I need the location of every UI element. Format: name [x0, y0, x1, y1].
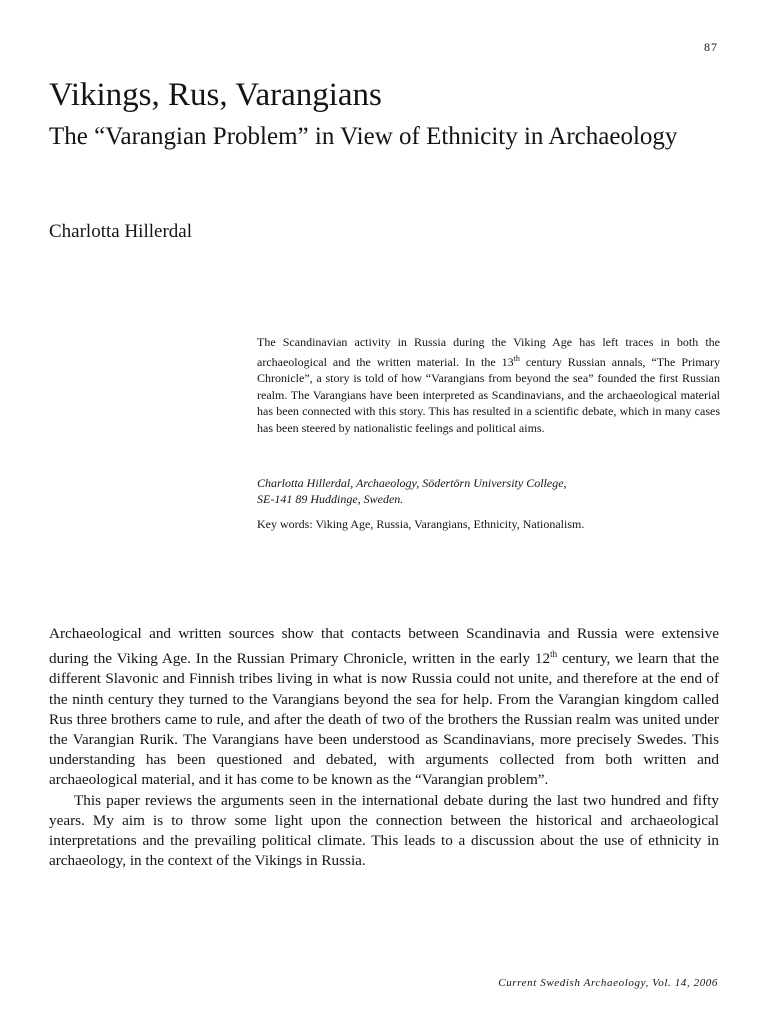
article-title: Vikings, Rus, Varangians — [49, 77, 382, 113]
abstract-text — [257, 334, 720, 437]
body-paragraph-1 — [49, 624, 719, 791]
body-paragraph-1-superscript: th — [550, 649, 558, 660]
affiliation-line-2: SE-141 89 Huddinge, Sweden. — [257, 492, 404, 507]
body-paragraph-2: This paper reviews the arguments seen in the international debate during the last two hundred and fifty years. My aim is to throw some light upon the connection between the historical and archaeological interpretations and the prevailing political climate. This leads to a discussion about the use of ethnicity in archaeology, in the context of the Vikings in Russia. — [49, 791, 719, 870]
body-text — [49, 624, 719, 872]
article-subtitle: The “Varangian Problem” in View of Ethnicity in Archaeology — [49, 123, 678, 150]
abstract-text-part2: century Russian annals, “The Primary Chronicle”, a story is told of how “Varangians from beyond the sea” founded the first Russian realm. The Varangians have been interpreted as Scandinavians, and the archaeological material has been connected with this story. This has resulted in a scientific debate, which in many cases has been steered by nationalistic feelings and political aims. — [257, 354, 720, 435]
abstract-text-part1: The Scandinavian activity in Russia during the Viking Age has left traces in both the archaeological and the written material. In the 13 — [257, 335, 720, 369]
journal-footer: Current Swedish Archaeology, Vol. 14, 2006 — [498, 977, 718, 989]
body-paragraph-1-part1: Archaeological and written sources show that contacts between Scandinavia and Russia were extensive during the Viking Age. In the Russian Primary Chronicle, written in the early 12 — [49, 625, 719, 668]
body-paragraph-1-part2: century, we learn that the different Slavonic and Finnish tribes living in what is now Russia could not unite, and therefore at the end of the ninth century they turned to the Varangians beyond the sea for help. From the Varangian kingdom called Rus three brothers came to rule, and after the death of two of the brothers the Russian realm was united under the Varangian Rurik. The Varangians have been understood as Scandinavians, more precisely Swedes. This understanding has been questioned and debated, with arguments collected from both written and archaeological material, and it has come to be known as the “Varangian problem”. — [49, 650, 719, 789]
abstract-superscript: th — [513, 353, 520, 363]
keywords: Key words: Viking Age, Russia, Varangians, Ethnicity, Nationalism. — [257, 517, 585, 531]
affiliation-line-1: Charlotta Hillerdal, Archaeology, Södertörn University College, — [257, 476, 567, 490]
page-number: 87 — [704, 40, 718, 54]
abstract — [257, 334, 720, 437]
author-affiliation — [257, 475, 720, 508]
author-name: Charlotta Hillerdal — [49, 221, 192, 242]
